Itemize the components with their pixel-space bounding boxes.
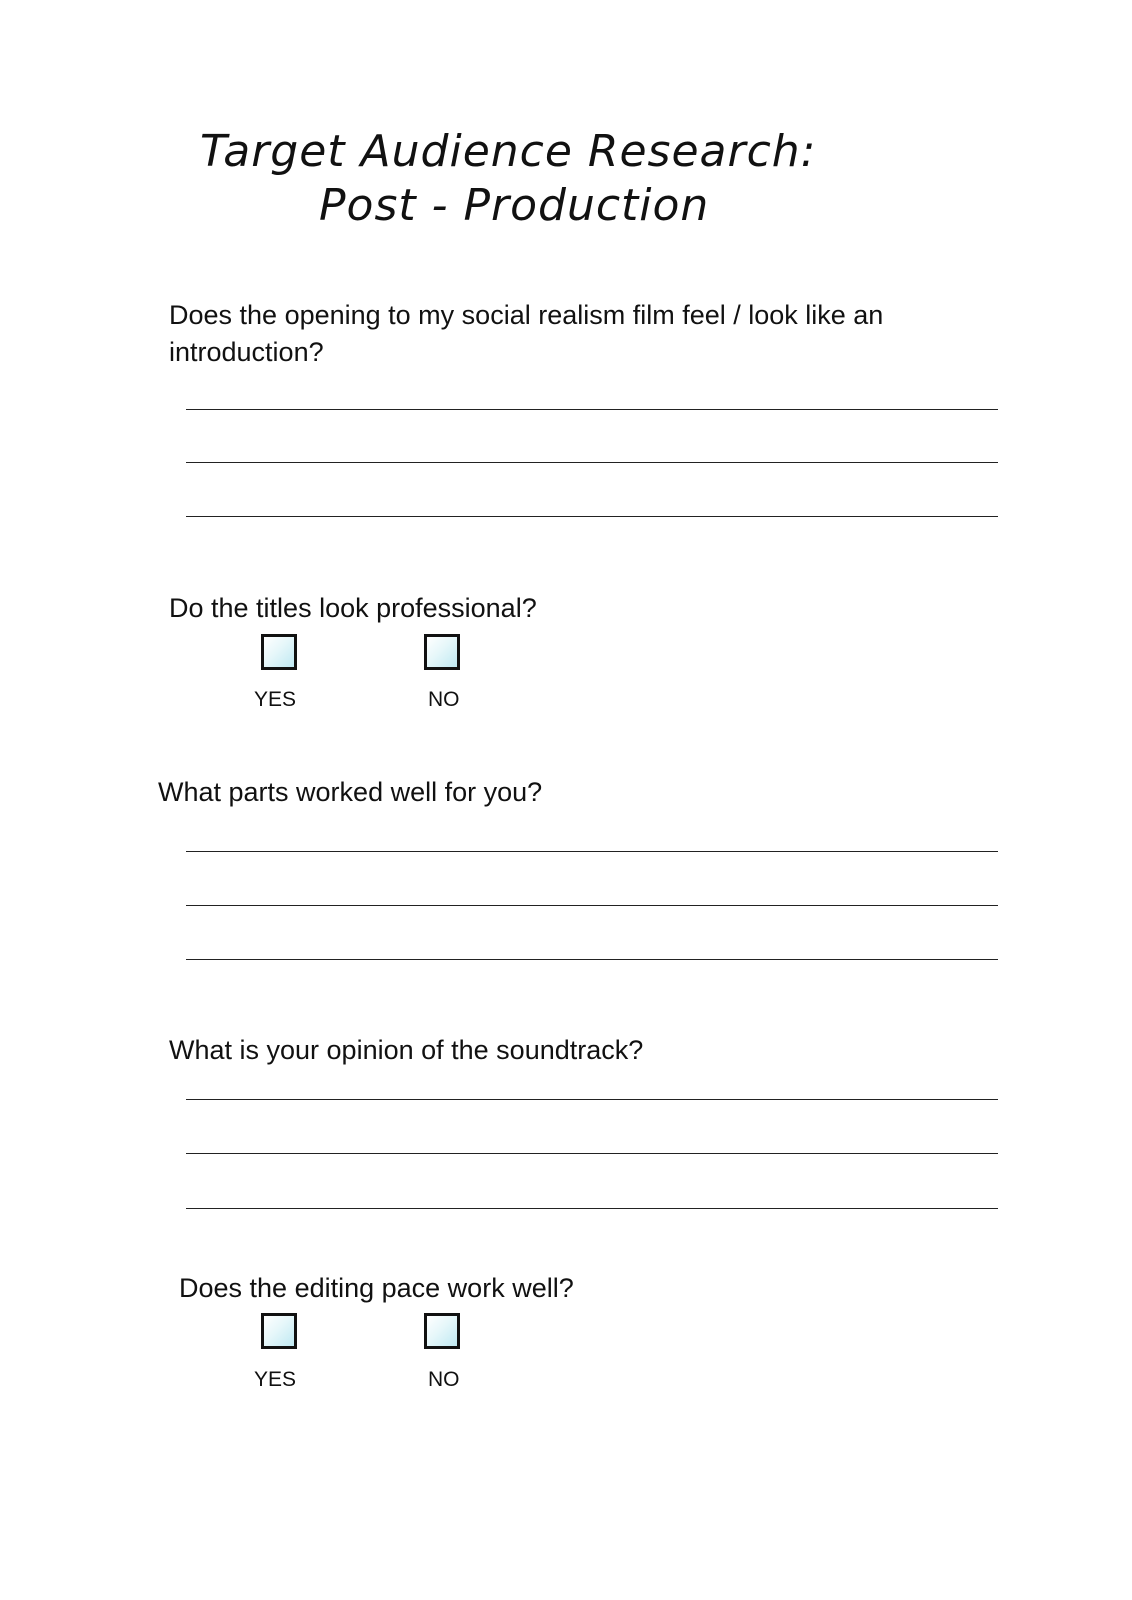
answer-line-q3-2[interactable] xyxy=(186,905,998,906)
answer-line-q4-1[interactable] xyxy=(186,1099,998,1100)
question-1-line-1: Does the opening to my social realism film feel / look like an xyxy=(169,300,884,330)
question-2: Do the titles look professional? xyxy=(169,593,537,623)
yes-label-q5: YES xyxy=(254,1368,297,1391)
yes-label-q2: YES xyxy=(254,688,297,711)
question-3: What parts worked well for you? xyxy=(158,777,543,807)
question-5: Does the editing pace work well? xyxy=(179,1273,574,1303)
question-4: What is your opinion of the soundtrack? xyxy=(169,1035,644,1065)
answer-line-q4-3[interactable] xyxy=(186,1208,998,1209)
yes-checkbox-q5[interactable] xyxy=(261,1313,297,1349)
answer-line-q1-3[interactable] xyxy=(186,516,998,517)
answer-line-q1-1[interactable] xyxy=(186,409,998,410)
title-line-2: Post - Production xyxy=(319,180,710,231)
no-checkbox-q5[interactable] xyxy=(424,1313,460,1349)
answer-line-q3-3[interactable] xyxy=(186,959,998,960)
no-label-q2: NO xyxy=(428,688,460,711)
yes-checkbox-q2[interactable] xyxy=(261,634,297,670)
answer-line-q3-1[interactable] xyxy=(186,851,998,852)
title-line-1: Target Audience Research: xyxy=(200,126,817,177)
question-1-line-2: introduction? xyxy=(169,337,324,367)
no-label-q5: NO xyxy=(428,1368,460,1391)
answer-line-q4-2[interactable] xyxy=(186,1153,998,1154)
no-checkbox-q2[interactable] xyxy=(424,634,460,670)
answer-line-q1-2[interactable] xyxy=(186,462,998,463)
